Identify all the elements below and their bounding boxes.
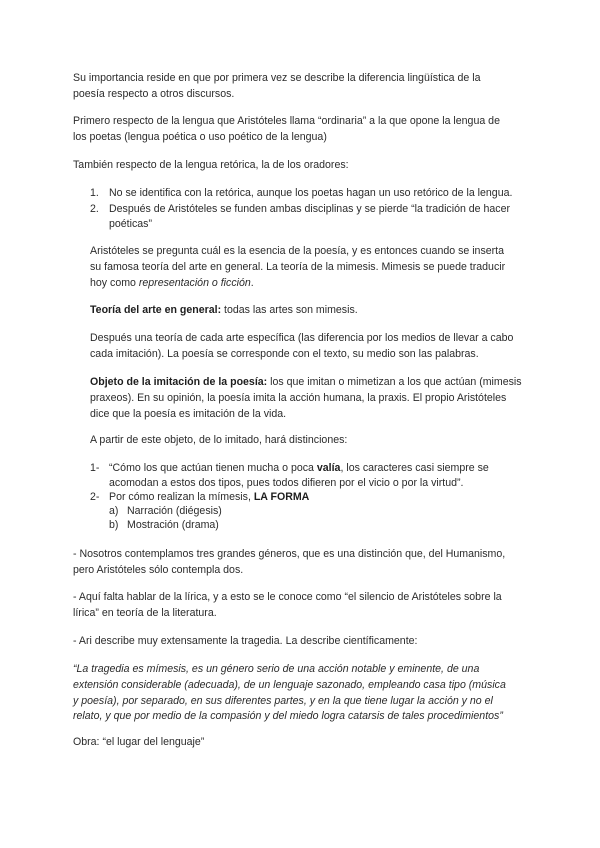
list-item-text (109, 461, 489, 477)
primero-paragraph (73, 114, 500, 146)
item2-bold-term: LA FORMA (253, 491, 310, 503)
quote-line-4: relato, y que por medio de la compasión y del miedo logra catarsis de tales procedimientos” (73, 710, 503, 723)
item2-text-start: Por cómo realizan la mímesis, (109, 491, 254, 503)
generos-paragraph (73, 547, 505, 579)
esencia-line-3 (90, 276, 505, 292)
lirica-line-1: - Aquí falta hablar de la lírica, y a esto se le conoce como “el silencio de Aristóteles sobre la (73, 591, 502, 603)
list-item-number: 1. (90, 187, 99, 199)
objeto-paragraph (90, 375, 522, 422)
objeto-line-1 (90, 375, 522, 391)
sub-list-marker: b) (109, 519, 119, 531)
tragedia-quote (73, 662, 506, 725)
quote-line-3: y poesía), por separado, en sus diferentes partes, y en la que tiene lugar la acción y no el (73, 694, 493, 707)
sub-list-text: Mostración (drama) (127, 519, 219, 531)
item1-bold-term: valía (316, 462, 341, 474)
esencia-line-1: Aristóteles se pregunta cuál es la esencia de la poesía, y es entonces cuando se inserta (90, 245, 504, 257)
esencia-line-2: su famosa teoría del arte en general. La teoría de la mimesis. Mimesis se puede traducir (90, 260, 506, 273)
list-item-text-continued: acomodan a estos dos tipos, pues todos difieren por el vicio o por la virtud”. (109, 477, 464, 489)
list-item-text-continued: poéticas” (109, 218, 152, 230)
primero-line-2: los poetas (lengua poética o uso poético de la lengua) (73, 130, 327, 143)
obra-text: Obra: “el lugar del lenguaje” (73, 736, 205, 748)
lirica-line-2: lírica” en teoría de la literatura. (73, 606, 217, 619)
list-item-number: 2. (90, 203, 99, 215)
objeto-heading: Objeto de la imitación de la poesía: (90, 376, 268, 388)
tambien-paragraph (73, 158, 349, 174)
esencia-line-3-end: . (250, 276, 254, 289)
teoria-text: todas las artes son mimesis. (221, 304, 358, 316)
lirica-paragraph (73, 590, 502, 622)
item1-text-end: , los caracteres casi siempre se (340, 462, 489, 474)
esencia-paragraph (90, 244, 505, 291)
tambien-text: También respecto de la lengua retórica, la de los oradores: (73, 159, 349, 171)
objeto-line-2: praxeos). En su opinión, la poesía imita la acción humana, la praxis. El propio Aristóteles (90, 391, 507, 404)
despues-line-2: cada imitación). La poesía se corresponde con el texto, su medio son las palabras. (90, 347, 479, 360)
quote-line-1: “La tragedia es mímesis, es un género serio de una acción notable y eminente, de una (73, 663, 480, 675)
list-item-number: 2- (90, 491, 100, 503)
list-item-text: Después de Aristóteles se funden ambas disciplinas y se pierde “la tradición de hacer (109, 203, 511, 215)
esencia-line-3-start: hoy como (90, 276, 139, 289)
obra-paragraph (73, 735, 204, 751)
generos-line-2: pero Aristóteles sólo contempla dos. (73, 563, 244, 576)
teoria-heading: Teoría del arte en general: (90, 304, 222, 316)
apartir-paragraph (90, 433, 347, 449)
item1-text-start: “Cómo los que actúan tienen mucha o poca (109, 462, 317, 474)
intro-line-2: poesía respecto a otros discursos. (73, 87, 235, 100)
intro-paragraph (73, 71, 481, 103)
objeto-line-1-text: los que imitan o mimetizan a los que actúan (mimesis (267, 376, 522, 388)
sub-list-text: Narración (diégesis) (127, 505, 222, 517)
ari-text: - Ari describe muy extensamente la tragedia. La describe científicamente: (73, 635, 418, 647)
esencia-italic-term: representación o ficción (138, 276, 251, 289)
teoria-paragraph (90, 303, 358, 319)
generos-line-1: - Nosotros contemplamos tres grandes géneros, que es una distinción que, del Humanismo, (73, 548, 506, 560)
list-item-number: 1- (90, 462, 100, 474)
objeto-line-3: dice que la poesía es imitación de la vida. (90, 407, 287, 420)
quote-line-2: extensión considerable (adecuada), de un lenguaje sazonado, empleando casa tipo (música (73, 678, 506, 691)
list-item-text: No se identifica con la retórica, aunque los poetas hagan un uso retórico de la lengua. (109, 187, 513, 199)
despues-line-1: Después una teoría de cada arte específica (las diferencia por los medios de llevar a cabo (90, 332, 514, 344)
ari-paragraph (73, 634, 417, 650)
sub-list-marker: a) (109, 505, 119, 517)
despues-paragraph (90, 331, 513, 363)
apartir-text: A partir de este objeto, de lo imitado, hará distinciones: (90, 434, 348, 446)
intro-line-1: Su importancia reside en que por primera vez se describe la diferencia lingüística de la (73, 72, 481, 84)
primero-line-1: Primero respecto de la lengua que Aristóteles llama “ordinaria” a la que opone la lengua de (73, 115, 500, 127)
teoria-line (90, 303, 358, 319)
